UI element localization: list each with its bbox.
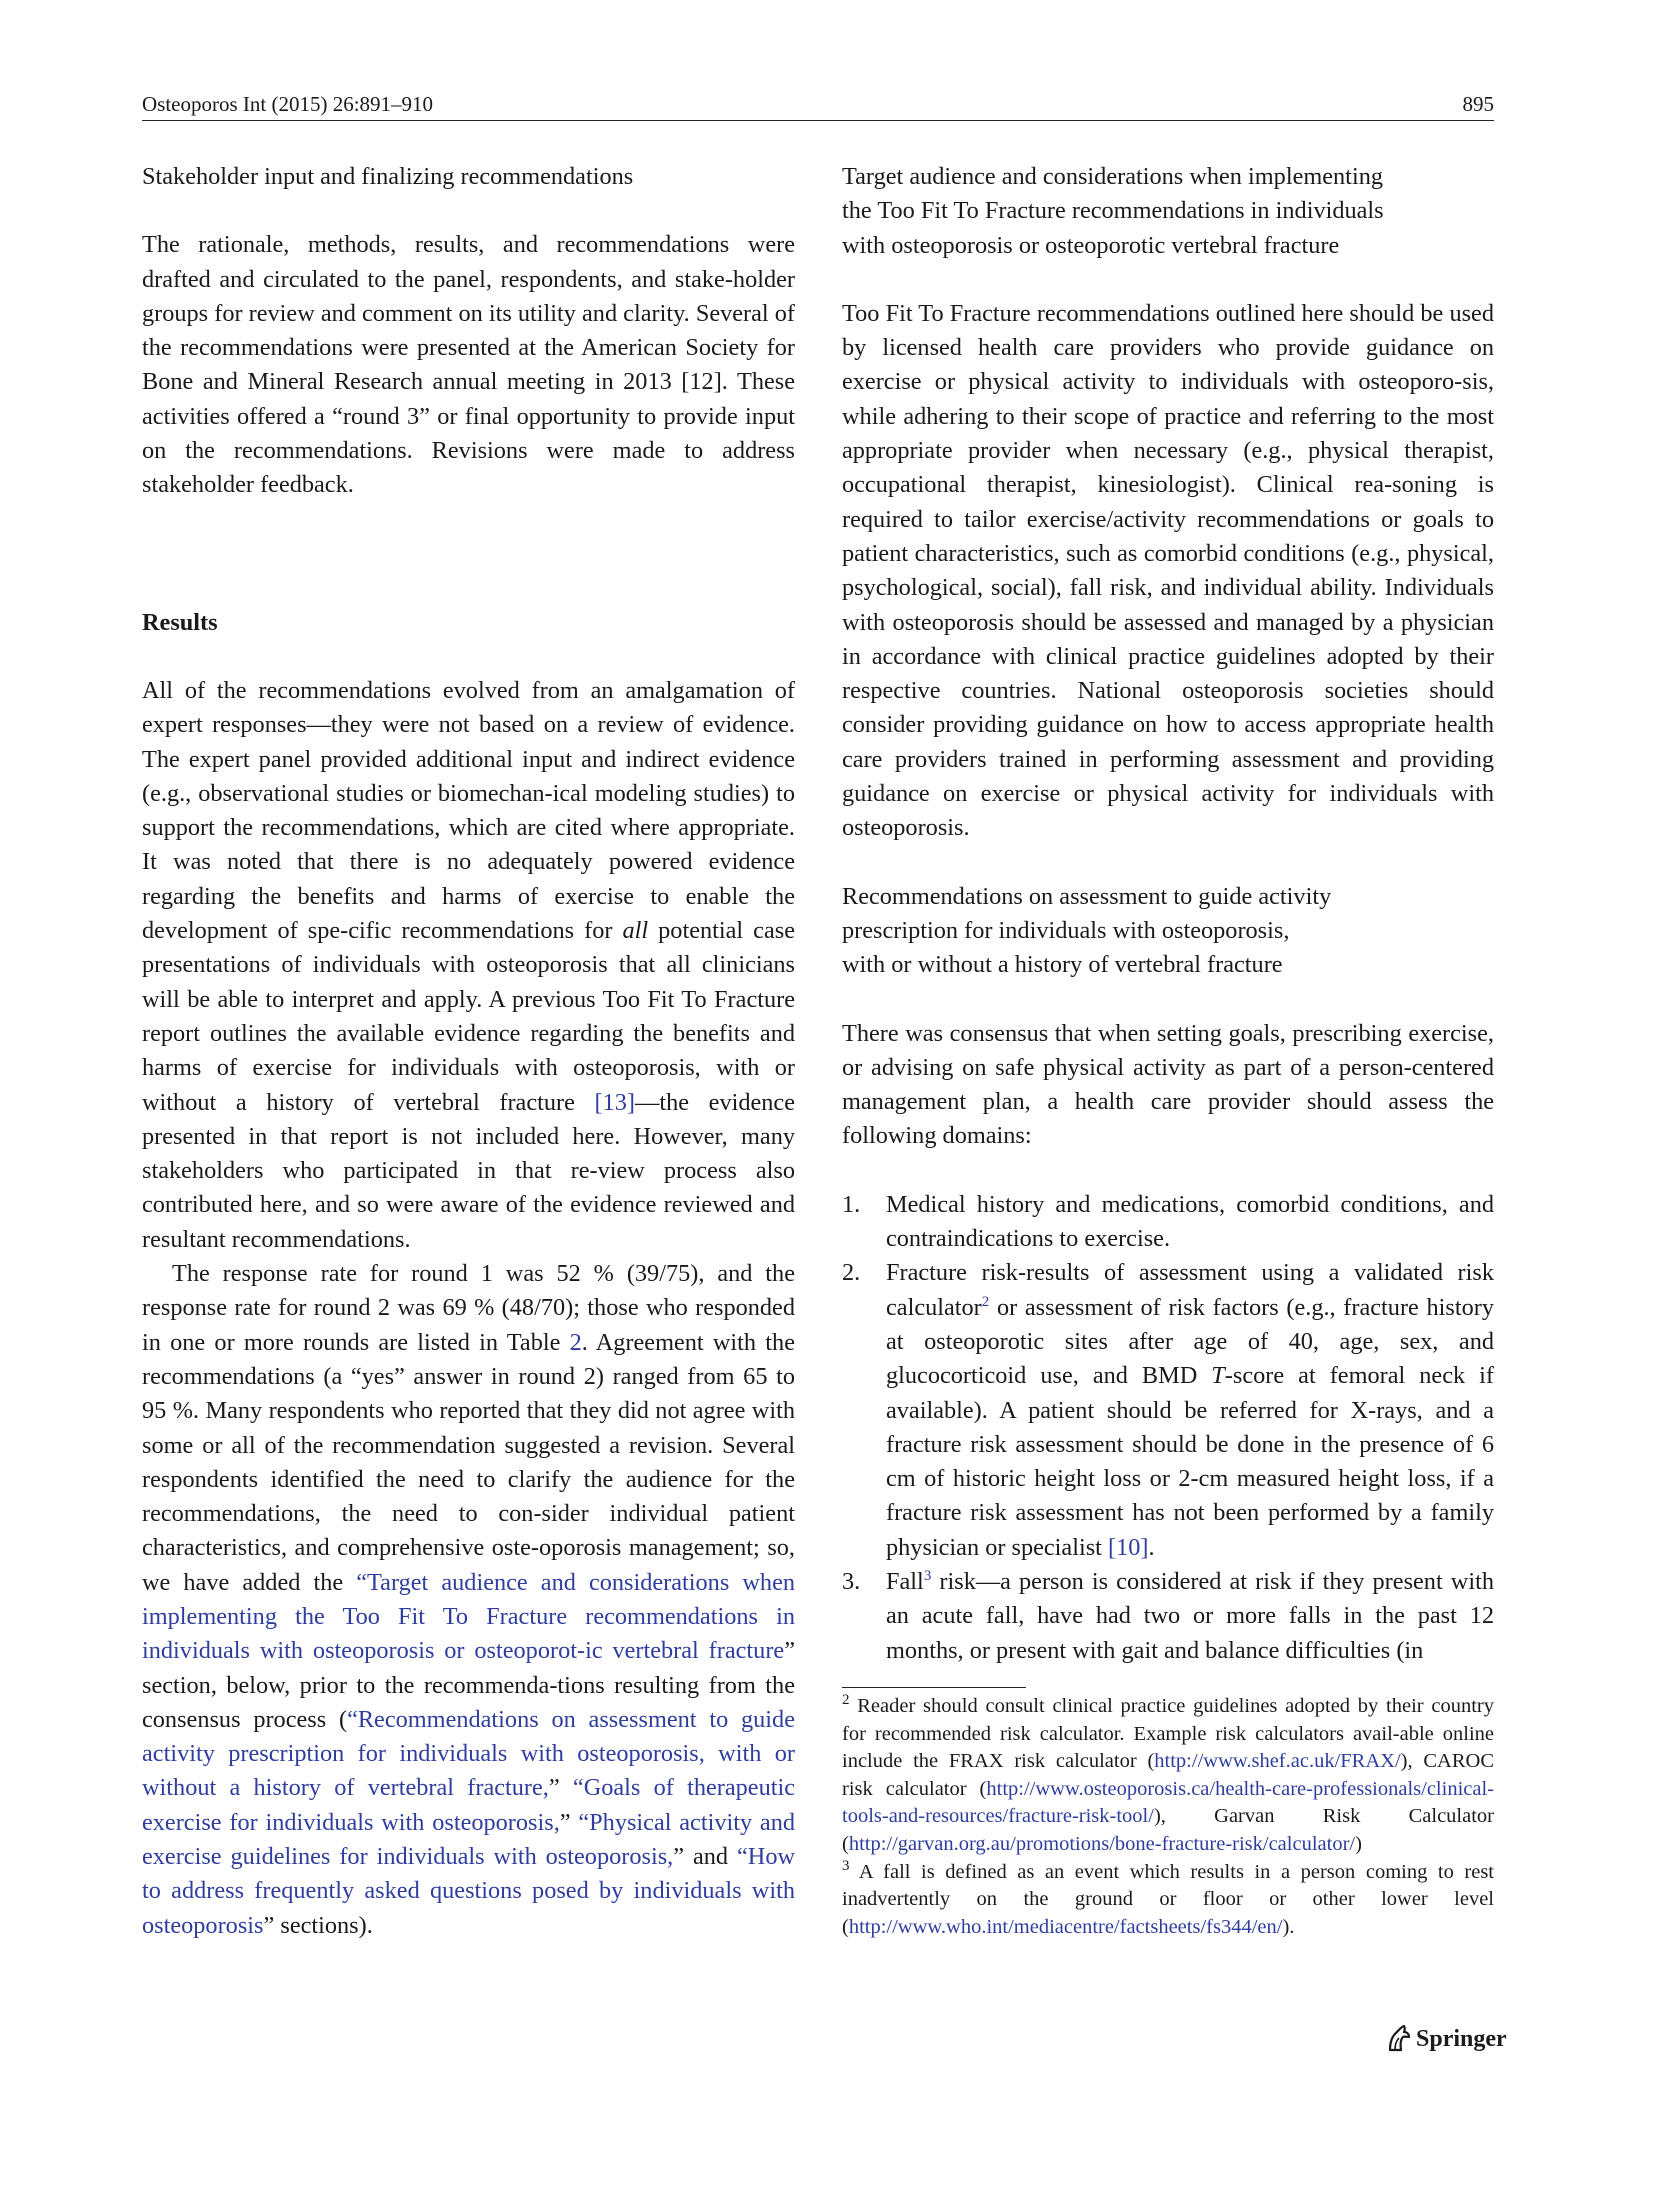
section-link-guidelines[interactable]: “Physical activity and exercise guidelines for individuals with osteoporosis, xyxy=(142,1808,796,1871)
target-audience-paragraph: Too Fit To Fracture recommendations outlined here should be used by licensed health care providers who provide guidance on exercise or physical activity to individuals with osteoporo-sis, while adhering to their scope of practice and referring to the most appropriate provider when necessary (e.g., physical therapist, occupational therapist, kinesiologist). Clinical rea-soning is required to tailor exercise/activity recommendations or goals to patient characteristics, such as comorbid conditions (e.g., physical, psychological, social), fall risk, and individual ability. Individuals with osteoporosis should be assessed and managed by a physician in accordance with clinical practice guidelines adopted by their respective countries. National osteoporosis societies should consider providing guidance on how to access appropriate health care providers trained in performing assessment and providing guidance on exercise or physical activity for individuals with osteoporosis. xyxy=(842,299,1494,842)
stakeholder-heading: Stakeholder input and finalizing recommendations xyxy=(142,163,634,190)
results-heading: Results xyxy=(142,608,218,636)
footnote-ref-3[interactable]: 3 xyxy=(923,1567,932,1584)
left-column xyxy=(142,160,795,1943)
right-column xyxy=(842,160,1494,1668)
who-url-link[interactable]: http://www.who.int/mediacentre/factsheets/fs344/en/ xyxy=(848,1915,1283,1938)
assessment-paragraph: There was consensus that when setting goals, prescribing exercise, or advising on safe physical activity as part of a person-centered management plan, a health care provider should assess the following domains: xyxy=(842,1019,1494,1150)
assessment-domain-list xyxy=(842,1188,1494,1668)
frax-url-link[interactable]: http://www.shef.ac.uk/FRAX/ xyxy=(1154,1750,1401,1773)
results-paragraph-1: All of the recommendations evolved from an amalgamation of expert responses—they were not based on a review of evidence. The expert panel provided additional input and indirect evidence (e.g., observational studies or biomechan-ical modeling studies) to support the recommendations, which are cited where appropriate. It was noted that there is no adequately powered evidence regarding the benefits and harms of exercise to enable the development of spe-cific recommendations for all potential case presentations of individuals with osteoporosis that all clinicians will be able to interpret and apply. A previous Too Fit To Fracture report outlines the available evidence regarding the benefits and harms of exercise for individuals with osteoporosis, with or without a history of vertebral fracture [13]—the evidence presented in that report is not included here. However, many stakeholders who participated in that re-view process also contributed here, and so were aware of the evidence reviewed and resultant recommendations. xyxy=(142,676,795,1253)
stakeholder-paragraph: The rationale, methods, results, and recommendations were drafted and circulated to the panel, respondents, and stake-holder groups for review and comment on its utility and clarity. Several of the recommendations were presented at the American Society for Bone and Mineral Research annual meeting in 2013 [12]. These activities offered a “round 3” or final opportunity to provide input on the recommendations. Revisions were made to address stakeholder feedback. xyxy=(142,231,795,499)
assessment-heading: Recommendations on assessment to guide activity prescription for individuals with osteoporosis, with or without a history of vertebral fracture xyxy=(842,882,1332,979)
footnote-3: $^3$ A fall is defined as an event which results in a person coming to rest inadvertently on the ground or floor or other lower level (http://www.who.int/mediacentre/factsheets/fs344/en/). xyxy=(842,1857,1494,1938)
footnote-rule xyxy=(842,1687,1026,1688)
running-header xyxy=(142,88,1494,122)
target-audience-heading: Target audience and considerations when implementing the Too Fit To Fracture recommendations in individuals with osteoporosis or osteoporotic vertebral fracture xyxy=(842,163,1384,259)
caroc-url-link[interactable]: http://www.osteoporosis.ca/health-care-professionals/clinical-tools-and-resources/fracture-risk-tool/ xyxy=(842,1777,1494,1828)
springer-wordmark: Springer xyxy=(1416,2026,1507,2052)
footnotes xyxy=(842,1693,1494,1941)
footnote-ref-2[interactable]: 2 xyxy=(981,1293,990,1310)
list-item: 2. Fracture risk-results of assessment using a validated risk calculator$^2$ or assessment of risk factors (e.g., fracture history at osteoporotic sites after age of 40, age, sex, and glucocorticoid use, and BMD T-score at femoral neck if available). A patient should be referred for X-rays, and a fracture risk assessment should be done in the presence of 6 cm of historic height loss or 2-cm measured height loss, if a fracture risk assessment has not been performed by a family physician or specialist [10]. xyxy=(842,1259,1494,1561)
list-item: 1. Medical history and medications, comorbid conditions, and contraindications to exercise. xyxy=(842,1190,1494,1253)
list-item: 3. Fall$^3$ risk—a person is considered at risk if they present with an acute fall, have had two or more falls in the past 12 months, or present with gait and balance difficulties (in xyxy=(842,1567,1494,1664)
footnote-2: $^2$ Reader should consult clinical practice guidelines adopted by their country for recommended risk calculator. Example risk calculators avail-able online include the FRAX risk calculator (http://www.shef.ac.uk/FRAX/), CAROC risk calculator (http://www.osteoporosis.ca/health-care-professionals/clinical-tools-and-resources/fracture-risk-tool/), Garvan Risk Calculator (http://garvan.org.au/promotions/bone-fracture-risk/calculator/) xyxy=(842,1692,1494,1855)
section-link-assessment[interactable]: “Recommendations on assessment to guide activity prescription for individuals with osteoporosis, with or without a history of vertebral fracture, xyxy=(142,1705,795,1802)
garvan-url-link[interactable]: http://garvan.org.au/promotions/bone-fracture-risk/calculator/ xyxy=(848,1832,1356,1855)
page-number: 895 xyxy=(1462,92,1494,116)
results-paragraph-2: The response rate for round 1 was 52 % (39/75), and the response rate for round 2 was 69 % (48/70); those who responded in one or more rounds are listed in Table 2. Agreement with the recommendations (a “yes” answer in round 2) ranged from 65 to 95 %. Many respondents who reported that they did not agree with some or all of the recommendation suggested a revision. Several respondents identified the need to clarify the audience for the recommendations, the need to con-sider individual patient characteristics, and comprehensive oste-oporosis management; so, we have added the “Target audience and considerations when implementing the Too Fit To Fracture recommendations in individuals with osteoporosis or osteoporot-ic vertebral fracture” section, below, prior to the recommenda-tions resulting from the consensus process (“Recommendations on assessment to guide activity prescription for individuals with osteoporosis, with or without a history of vertebral fracture,” “Goals of therapeutic exercise for individuals with osteoporosis,” “Physical activity and exercise guidelines for individuals with osteoporosis,” and “How to address frequently asked questions posed by individuals with osteoporosis” sections). xyxy=(142,1260,796,1939)
reference-link-13[interactable]: [13] xyxy=(594,1088,636,1116)
journal-citation: Osteoporos Int (2015) 26:891–910 xyxy=(142,92,434,116)
reference-link-10[interactable]: [10] xyxy=(1108,1533,1149,1561)
section-link-target-audience[interactable]: “Target audience and considerations when implementing the Too Fit To Fracture recommendations in individuals with osteoporosis or osteoporot-ic vertebral fracture xyxy=(142,1568,795,1665)
section-link-goals[interactable]: “Goals of therapeutic exercise for individuals with osteoporosis, xyxy=(142,1774,796,1836)
header-rule xyxy=(142,120,1494,121)
springer-horse-icon xyxy=(1386,2024,1412,2052)
table-2-link[interactable]: 2 xyxy=(569,1328,582,1356)
section-link-faq[interactable]: “How to address frequently asked questions posed by individuals with osteoporosis xyxy=(142,1843,796,1939)
